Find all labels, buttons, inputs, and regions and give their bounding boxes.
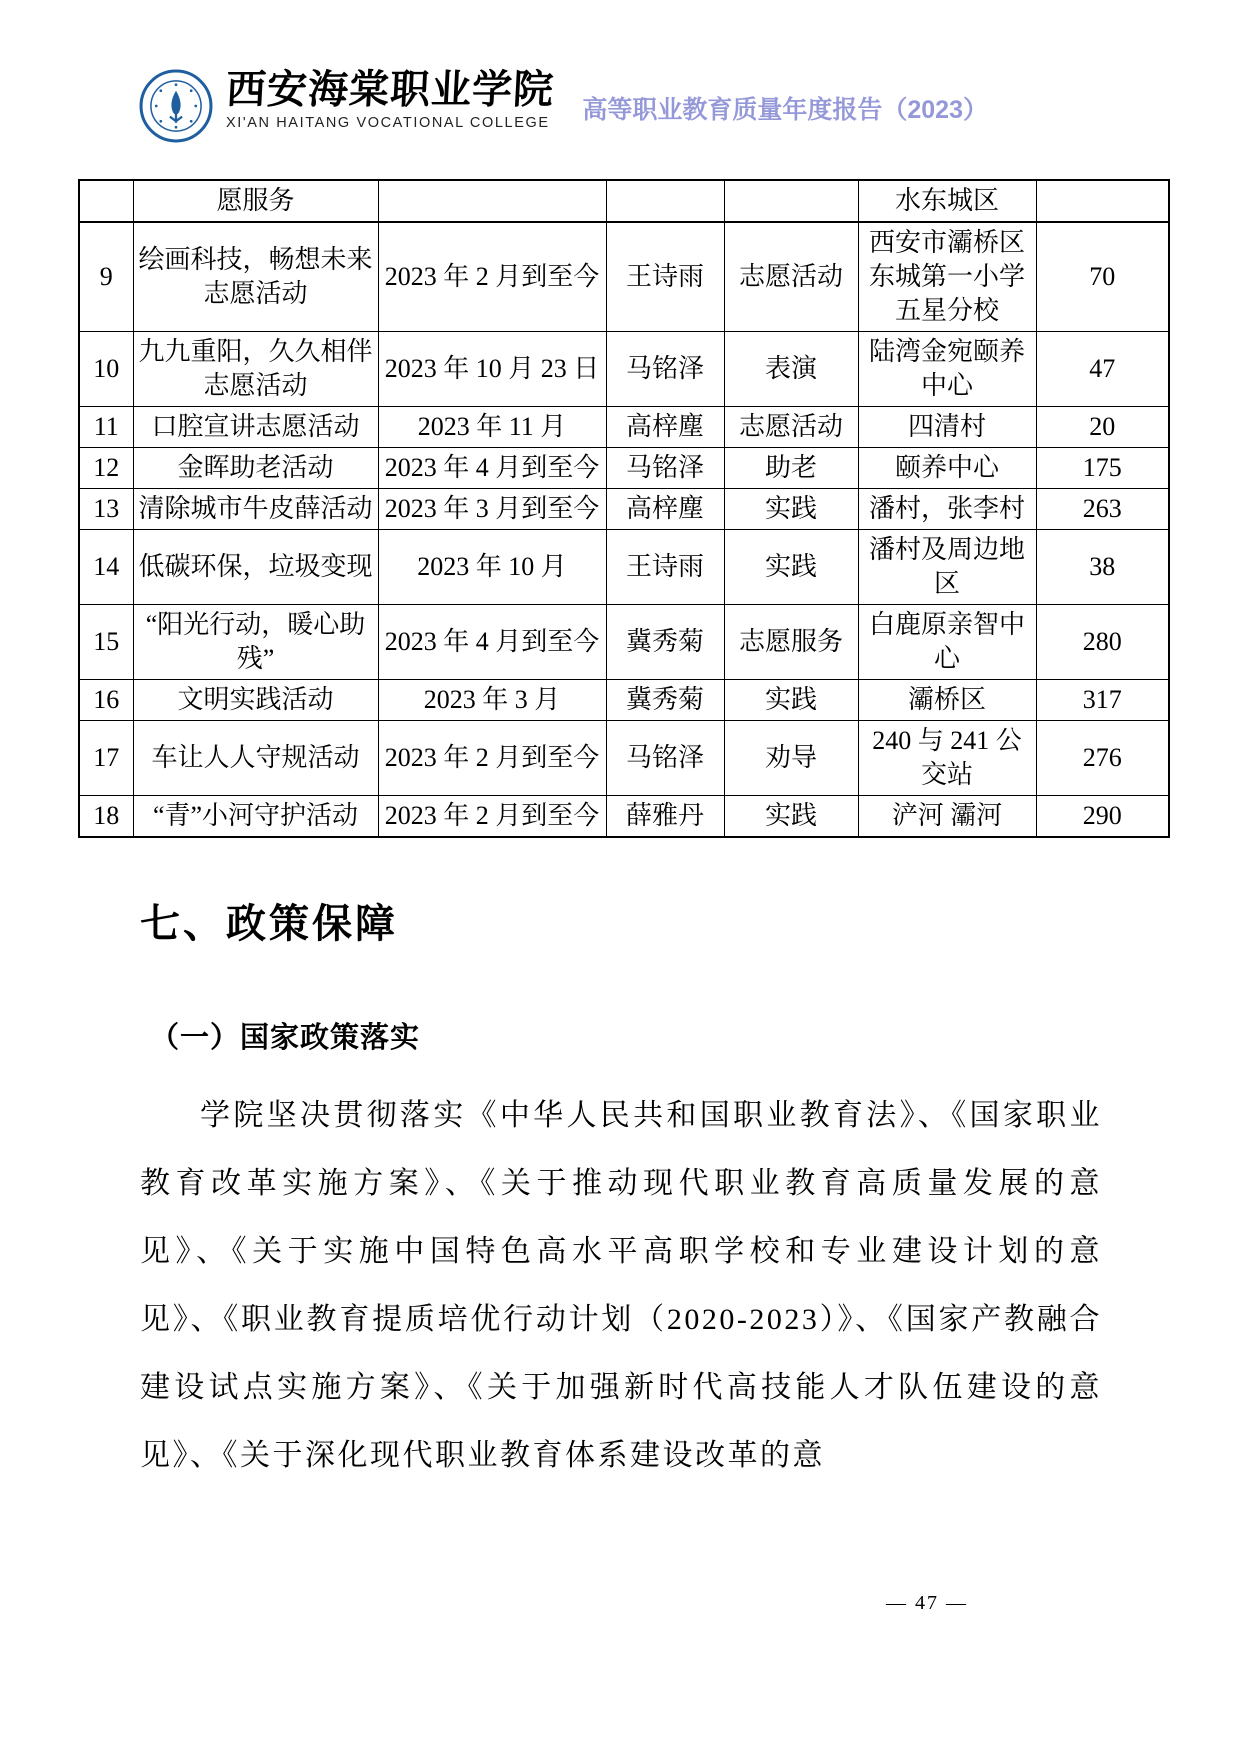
cell-leader: 马铭泽 [606, 448, 724, 489]
cell-date: 2023 年 3 月 [378, 680, 606, 721]
cell-leader: 马铭泽 [606, 332, 724, 407]
cell-no: 16 [79, 680, 133, 721]
college-name-block [226, 68, 554, 131]
college-name-zh: 西安海棠职业学院 [224, 67, 556, 112]
cell-place: 240 与 241 公交站 [858, 721, 1036, 796]
cell-no [79, 180, 133, 222]
cell-type: 实践 [724, 796, 858, 838]
cell-leader: 冀秀菊 [606, 605, 724, 680]
cell-leader: 高梓塵 [606, 407, 724, 448]
cell-type: 实践 [724, 680, 858, 721]
cell-no: 9 [79, 222, 133, 332]
cell-date: 2023 年 2 月到至今 [378, 721, 606, 796]
college-emblem-icon [138, 68, 214, 144]
volunteer-activities-table [78, 179, 1170, 838]
cell-place: 陆湾金宛颐养中心 [858, 332, 1036, 407]
cell-type: 助老 [724, 448, 858, 489]
cell-name: 车让人人守规活动 [133, 721, 378, 796]
report-title: 高等职业教育质量年度报告（2023） [582, 96, 988, 124]
section-heading: 七、政策保障 [140, 902, 398, 946]
cell-no: 11 [79, 407, 133, 448]
cell-name: 口腔宣讲志愿活动 [133, 407, 378, 448]
cell-type: 实践 [724, 530, 858, 605]
cell-no: 18 [79, 796, 133, 838]
cell-place: 潘村，张李村 [858, 489, 1036, 530]
cell-leader: 王诗雨 [606, 530, 724, 605]
body-paragraph: 学院坚决贯彻落实《中华人民共和国职业教育法》、《国家职业教育改革实施方案》、《关于推动现代职业教育高质量发展的意见》、《关于实施中国特色高水平高职学校和专业建设计划的意见》、《职业教育提质培优行动计划（2020-2023）》、《国家产教融合建设试点实施方案》、《关于加强新时代高技能人才队伍建设的意见》、《关于深化现代职业教育体系建设改革的意 [140, 1099, 1102, 1472]
cell-type: 志愿活动 [724, 222, 858, 332]
table-row [79, 222, 1169, 332]
cell-name: 低碳环保，垃圾变现 [133, 530, 378, 605]
table-row [79, 489, 1169, 530]
cell-count: 276 [1036, 721, 1169, 796]
cell-name: 绘画科技，畅想未来志愿活动 [133, 222, 378, 332]
table-row [79, 407, 1169, 448]
cell-date: 2023 年 2 月到至今 [378, 222, 606, 332]
cell-leader: 冀秀菊 [606, 680, 724, 721]
table-row [79, 605, 1169, 680]
cell-date: 2023 年 4 月到至今 [378, 605, 606, 680]
cell-count: 38 [1036, 530, 1169, 605]
cell-no: 12 [79, 448, 133, 489]
cell-date: 2023 年 2 月到至今 [378, 796, 606, 838]
table-row [79, 796, 1169, 838]
cell-place: 白鹿原亲智中心 [858, 605, 1036, 680]
cell-count: 290 [1036, 796, 1169, 838]
cell-no: 15 [79, 605, 133, 680]
cell-count: 263 [1036, 489, 1169, 530]
cell-count: 317 [1036, 680, 1169, 721]
cell-type: 实践 [724, 489, 858, 530]
cell-date: 2023 年 10 月 [378, 530, 606, 605]
cell-count [1036, 180, 1169, 222]
cell-count: 20 [1036, 407, 1169, 448]
cell-leader: 马铭泽 [606, 721, 724, 796]
cell-count: 280 [1036, 605, 1169, 680]
cell-name: 清除城市牛皮薛活动 [133, 489, 378, 530]
cell-place: 潘村及周边地区 [858, 530, 1036, 605]
table-row [79, 448, 1169, 489]
cell-type: 劝导 [724, 721, 858, 796]
cell-name: 愿服务 [133, 180, 378, 222]
cell-no: 13 [79, 489, 133, 530]
cell-count: 70 [1036, 222, 1169, 332]
cell-type: 表演 [724, 332, 858, 407]
cell-name: 九九重阳，久久相伴志愿活动 [133, 332, 378, 407]
cell-name: “青”小河守护活动 [133, 796, 378, 838]
table-row [79, 721, 1169, 796]
cell-no: 17 [79, 721, 133, 796]
cell-type: 志愿活动 [724, 407, 858, 448]
cell-place: 四清村 [858, 407, 1036, 448]
page-number: — 47 — [886, 1592, 968, 1614]
cell-place: 西安市灞桥区东城第一小学五星分校 [858, 222, 1036, 332]
cell-name: “阳光行动，暖心助残” [133, 605, 378, 680]
cell-leader [606, 180, 724, 222]
cell-leader: 薛雅丹 [606, 796, 724, 838]
cell-name: 文明实践活动 [133, 680, 378, 721]
page-header [138, 68, 1240, 146]
cell-date [378, 180, 606, 222]
cell-date: 2023 年 11 月 [378, 407, 606, 448]
cell-date: 2023 年 3 月到至今 [378, 489, 606, 530]
subsection-heading: （一）国家政策落实 [150, 1022, 421, 1054]
cell-type: 志愿服务 [724, 605, 858, 680]
cell-count: 175 [1036, 448, 1169, 489]
cell-place: 灞桥区 [858, 680, 1036, 721]
cell-date: 2023 年 10 月 23 日 [378, 332, 606, 407]
table-row-continuation [79, 180, 1169, 222]
table-row [79, 530, 1169, 605]
cell-leader: 王诗雨 [606, 222, 724, 332]
table-row [79, 332, 1169, 407]
cell-no: 10 [79, 332, 133, 407]
cell-place: 浐河 灞河 [858, 796, 1036, 838]
table-row [79, 680, 1169, 721]
cell-leader: 高梓塵 [606, 489, 724, 530]
cell-type [724, 180, 858, 222]
cell-place: 水东城区 [858, 180, 1036, 222]
cell-place: 颐养中心 [858, 448, 1036, 489]
cell-no: 14 [79, 530, 133, 605]
cell-name: 金晖助老活动 [133, 448, 378, 489]
activities-table-body [79, 180, 1169, 837]
college-name-en: XI'AN HAITANG VOCATIONAL COLLEGE [226, 115, 550, 131]
cell-count: 47 [1036, 332, 1169, 407]
cell-date: 2023 年 4 月到至今 [378, 448, 606, 489]
